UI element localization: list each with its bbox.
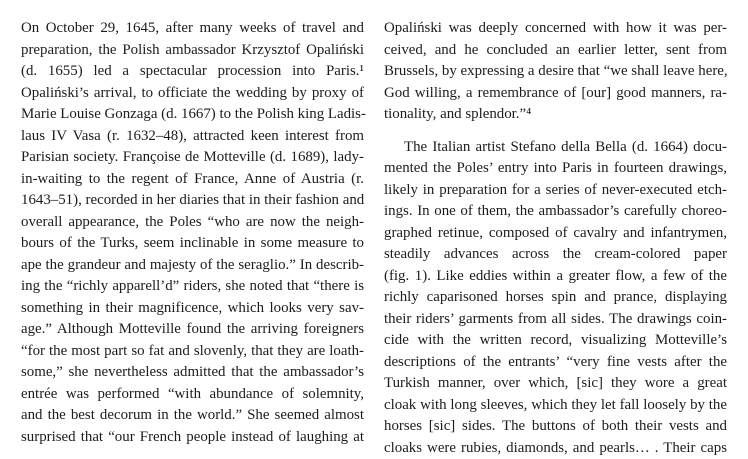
body-text-line: Brussels, by expressing a desire that “we shall leave here,: [384, 61, 727, 83]
body-text-line: 1643–51), recorded in her diaries that in their fashion and: [21, 190, 364, 212]
body-text-line: and the best decorum in the world.” She seemed almost: [21, 405, 364, 427]
body-text-line: overall appearance, the Poles “who are now the neigh-: [21, 212, 364, 234]
left-text-column: [21, 18, 364, 448]
body-text-line: God willing, a remembrance of [our] good manners, ra-: [384, 83, 727, 105]
body-text-line: cloaks were rubies, diamonds, and pearls… . Their caps: [384, 438, 727, 459]
body-text-line: descriptions of the entrants’ “very fine vests after the: [384, 352, 727, 374]
body-text-line: tionality, and splendor.”⁴: [384, 104, 727, 126]
body-text-line: entrée was performed “with abundance of solemnity,: [21, 384, 364, 406]
body-text-line: in-waiting to the regent of France, Anne of Austria (r.: [21, 169, 364, 191]
body-text-line: Parisian society. Françoise de Motteville (d. 1689), lady-: [21, 147, 364, 169]
body-text-line: ape the grandeur and majesty of the seraglio.” In describ-: [21, 255, 364, 277]
paragraph-della-bella: [384, 137, 727, 459]
body-text-line: their riders’ garments from all sides. The drawings coin-: [384, 309, 727, 331]
body-text-line: Marie Louise Gonzaga (d. 1667) to the Polish king Ladis-: [21, 104, 364, 126]
body-text-line: “for the most part so fat and slovenly, that they are loath-: [21, 341, 364, 363]
body-text-line: cloak with long sleeves, which they let fall loosely by the: [384, 395, 727, 417]
body-text-line: On October 29, 1645, after many weeks of travel and: [21, 18, 364, 40]
body-text-line: surprised that “our French people instead of laughing at: [21, 427, 364, 449]
body-text-line: Turkish manner, over which, [sic] they wore a great: [384, 373, 727, 395]
body-text-line: (d. 1655) led a spectacular procession into Paris.¹: [21, 61, 364, 83]
body-text-line: cide with the written record, visualizing Motteville’s: [384, 330, 727, 352]
body-text-line: something in their magnificence, which looks very sav-: [21, 298, 364, 320]
body-text-line: ceived, and he concluded an earlier letter, sent from: [384, 40, 727, 62]
body-text-line: richly caparisoned horses spin and prance, displaying: [384, 287, 727, 309]
body-text-line: age.” Although Motteville found the arriving foreigners: [21, 319, 364, 341]
body-text-line: mented the Poles’ entry into Paris in fourteen drawings,: [384, 158, 727, 180]
body-text-line: ing the “richly apparell’d” riders, she noted that “there is: [21, 276, 364, 298]
body-text-line: The Italian artist Stefano della Bella (d. 1664) docu-: [384, 137, 727, 159]
body-text-line: likely in preparation for a series of never-executed etch-: [384, 180, 727, 202]
body-text-line: Opaliński’s arrival, to officiate the wedding by proxy of: [21, 83, 364, 105]
body-text-line: steadily advances across the cream-colored paper: [384, 244, 727, 266]
body-text-line: bours of the Turks, seem inclinable in some measure to: [21, 233, 364, 255]
body-text-line: laus IV Vasa (r. 1632–48), attracted keen interest from: [21, 126, 364, 148]
paragraph-gap: [384, 126, 727, 137]
paragraph-continuation: [384, 18, 727, 126]
body-text-line: (fig. 1). Like eddies within a greater flow, a few of the: [384, 266, 727, 288]
body-text-line: Opaliński was deeply concerned with how it was per-: [384, 18, 727, 40]
right-text-column: [384, 18, 727, 459]
body-text-line: some,” she nevertheless admitted that the ambassador’s: [21, 362, 364, 384]
body-text-line: preparation, the Polish ambassador Krzysztof Opaliński: [21, 40, 364, 62]
body-text-line: horses [sic] sides. The buttons of both their vests and: [384, 416, 727, 438]
body-text-line: ings. In one of them, the ambassador’s carefully choreo-: [384, 201, 727, 223]
body-text-line: graphed retinue, composed of cavalry and infantrymen,: [384, 223, 727, 245]
